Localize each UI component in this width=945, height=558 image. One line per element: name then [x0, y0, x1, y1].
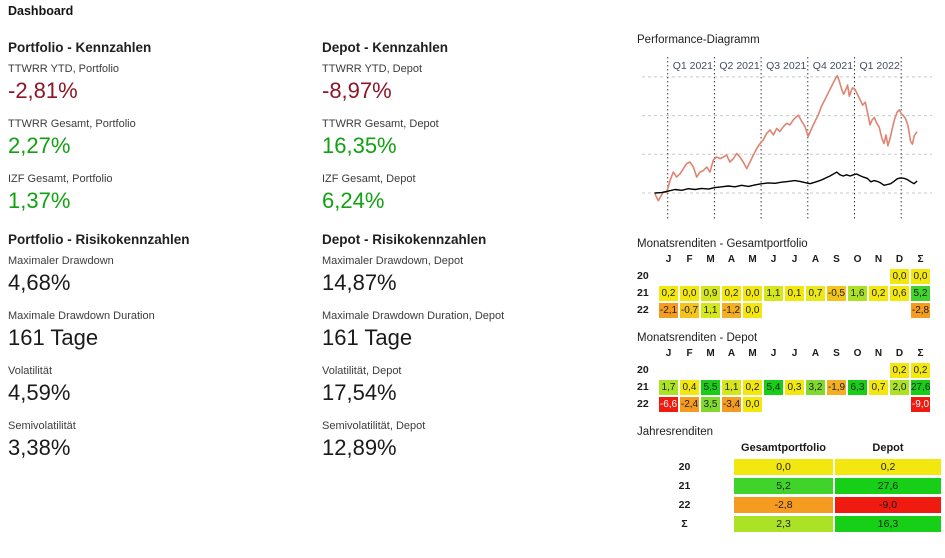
- kpi-label: TTWRR Gesamt, Portfolio: [8, 118, 136, 130]
- row-label: 20: [637, 364, 649, 376]
- monthly-return-cell: -0,5: [827, 288, 846, 299]
- monthly-return-cell: 0,0: [743, 397, 762, 412]
- month-column-header: N: [874, 254, 883, 265]
- monthly-return-cell: [827, 269, 846, 284]
- monthly-returns-depot-table: [637, 348, 943, 412]
- monthly-return-cell: -3,4: [722, 399, 741, 410]
- monthly-return-cell: [722, 269, 741, 284]
- monthly-return-cell: 1,1: [701, 303, 720, 318]
- monthly-return-cell: 3,2: [806, 380, 825, 395]
- month-column-header: A: [811, 348, 820, 359]
- monthly-return-cell: -9,0: [911, 399, 930, 410]
- kpi-section: [322, 232, 622, 461]
- month-column-header: O: [853, 254, 862, 265]
- kpi-label: TTWRR Gesamt, Depot: [322, 118, 439, 130]
- gesamtportfolio-series-line: [655, 172, 917, 193]
- annual-column-header: Gesamtportfolio: [741, 442, 826, 454]
- kpi-value: 161 Tage: [8, 325, 99, 350]
- annual-return-cell: 27,6: [835, 478, 941, 494]
- quarter-label: Q1 2021: [672, 60, 713, 72]
- monthly-return-cell: 0,0: [890, 269, 909, 284]
- monthly-return-cell: 0,0: [680, 286, 699, 301]
- annual-return-cell: 2,3: [734, 516, 833, 532]
- monthly-return-cell: 27,6: [911, 382, 931, 393]
- monthly-return-cell: [764, 303, 783, 318]
- kpi-label: Maximale Drawdown Duration: [8, 310, 155, 322]
- monthly-return-cell: 0,2: [659, 286, 678, 301]
- monthly-return-cell: [743, 363, 762, 378]
- kpi-value: -2,81%: [8, 78, 78, 103]
- month-column-header: D: [895, 254, 904, 265]
- monthly-return-cell: 0,2: [911, 363, 930, 378]
- month-column-header: J: [770, 348, 777, 359]
- annual-column-header: Depot: [872, 442, 904, 454]
- monthly-return-cell: 0,2: [722, 286, 741, 301]
- annual-returns-table: [637, 442, 943, 532]
- monthly-return-cell: [701, 269, 720, 284]
- annual-return-cell: 0,2: [835, 459, 941, 475]
- monthly-return-cell: -0,7: [680, 305, 699, 316]
- monthly-return-cell: [764, 269, 783, 284]
- annual-return-cell: -2,8: [734, 497, 833, 513]
- kpi-label: TTWRR YTD, Portfolio: [8, 63, 120, 75]
- monthly-return-cell: 0,2: [869, 286, 888, 301]
- kpi-value: 3,38%: [8, 435, 71, 460]
- kpi-value: 161 Tage: [322, 325, 413, 350]
- monthly-return-cell: 1,1: [722, 380, 741, 395]
- month-column-header: O: [853, 348, 862, 359]
- monthly-return-cell: 1,7: [659, 380, 678, 395]
- monthly-return-cell: [890, 303, 909, 318]
- monthly-return-cell: 0,4: [680, 380, 699, 395]
- table-corner: [637, 348, 657, 361]
- row-label: 21: [637, 381, 649, 393]
- kpi-label: Semivolatilität, Depot: [322, 420, 426, 432]
- monthly-return-cell: 0,7: [806, 286, 825, 301]
- monthly-return-cell: 0,2: [743, 380, 762, 395]
- kpi-label: Maximaler Drawdown: [8, 255, 114, 267]
- kpi-value: -8,97%: [322, 78, 392, 103]
- monthly-return-cell: 0,0: [743, 303, 762, 318]
- monthly-return-cell: [680, 363, 699, 378]
- kpi-value: 16,35%: [322, 133, 397, 158]
- quarter-label: Q2 2021: [719, 60, 760, 72]
- monthly-return-cell: [701, 363, 720, 378]
- row-label: Σ: [681, 518, 688, 530]
- portfolio-kpi-column: [8, 40, 308, 467]
- row-label: 20: [678, 461, 691, 473]
- monthly-return-cell: [848, 397, 867, 412]
- monthly-return-cell: 0,2: [890, 363, 909, 378]
- annual-returns-title: Jahresrenditen: [637, 426, 714, 438]
- month-column-header: F: [686, 254, 693, 265]
- month-column-header: D: [895, 348, 904, 359]
- monthly-return-cell: -1,9: [827, 382, 846, 393]
- monthly-return-cell: [869, 363, 888, 378]
- monthly-return-cell: 5,2: [911, 286, 930, 301]
- row-label: 22: [678, 499, 691, 511]
- annual-return-cell: 16,3: [835, 516, 941, 532]
- kpi-label: Volatilität, Depot: [322, 365, 402, 377]
- section-title: Portfolio - Risikokennzahlen: [8, 232, 190, 247]
- monthly-return-cell: 0,0: [743, 286, 762, 301]
- kpi-label: TTWRR YTD, Depot: [322, 63, 423, 75]
- month-column-header: S: [833, 348, 840, 359]
- kpi-value: 2,27%: [8, 133, 71, 158]
- monthly-return-cell: [722, 363, 741, 378]
- monthly-return-cell: [806, 269, 825, 284]
- monthly-return-cell: [764, 397, 783, 412]
- month-column-header: J: [665, 254, 672, 265]
- kpi-label: Volatilität: [8, 365, 53, 377]
- month-column-header: M: [706, 254, 715, 265]
- kpi-section: [8, 40, 308, 214]
- monthly-return-cell: [806, 303, 825, 318]
- monthly-return-cell: [743, 269, 762, 284]
- annual-return-cell: 0,0: [734, 459, 833, 475]
- month-column-header: M: [706, 348, 715, 359]
- section-title: Portfolio - Kennzahlen: [8, 40, 152, 55]
- performance-chart-title: Performance-Diagramm: [637, 34, 760, 46]
- monthly-return-cell: 0,9: [701, 286, 720, 301]
- monthly-return-cell: 1,6: [848, 286, 867, 301]
- month-column-header: N: [874, 348, 883, 359]
- monthly-return-cell: [848, 269, 867, 284]
- monthly-return-cell: [848, 303, 867, 318]
- monthly-return-cell: 1,1: [764, 286, 783, 301]
- section-title: Depot - Kennzahlen: [322, 40, 449, 55]
- monthly-return-cell: [827, 363, 846, 378]
- kpi-value: 12,89%: [322, 435, 397, 460]
- row-label: 20: [637, 270, 649, 282]
- monthly-return-cell: 0,3: [785, 380, 804, 395]
- monthly-return-cell: [785, 303, 804, 318]
- month-column-header: A: [727, 348, 736, 359]
- kpi-label: Maximale Drawdown Duration, Depot: [322, 310, 505, 322]
- monthly-return-cell: -2,4: [680, 399, 699, 410]
- monthly-return-cell: -2,1: [659, 305, 678, 316]
- kpi-value: 4,68%: [8, 270, 71, 295]
- kpi-section: [8, 232, 308, 461]
- monthly-return-cell: [680, 269, 699, 284]
- monthly-return-cell: [785, 363, 804, 378]
- monthly-portfolio-title: Monatsrenditen - Gesamtportfolio: [637, 238, 808, 250]
- charts-column: [637, 34, 943, 532]
- kpi-value: 17,54%: [322, 380, 397, 405]
- monthly-depot-title: Monatsrenditen - Depot: [637, 332, 758, 344]
- month-column-header: M: [748, 348, 757, 359]
- quarter-label: Q3 2021: [766, 60, 807, 72]
- month-column-header: S: [833, 254, 840, 265]
- depot-kpi-column: [322, 40, 622, 467]
- page-title: Dashboard: [8, 4, 74, 18]
- monthly-return-cell: [827, 397, 846, 412]
- month-column-header: J: [665, 348, 672, 359]
- kpi-value: 1,37%: [8, 188, 71, 213]
- kpi-label: Maximaler Drawdown, Depot: [322, 255, 464, 267]
- section-title: Depot - Risikokennzahlen: [322, 232, 487, 247]
- monthly-return-cell: -2,8: [911, 305, 930, 316]
- monthly-return-cell: [890, 397, 909, 412]
- monthly-return-cell: 3,5: [701, 397, 720, 412]
- kpi-value: 14,87%: [322, 270, 397, 295]
- monthly-return-cell: [869, 269, 888, 284]
- row-label: 21: [678, 480, 691, 492]
- month-column-header: A: [811, 254, 820, 265]
- quarter-label: Q1 2022: [859, 60, 900, 72]
- month-column-header: M: [748, 254, 757, 265]
- kpi-value: 4,59%: [8, 380, 71, 405]
- month-column-header: Σ: [917, 348, 924, 359]
- table-corner: [637, 254, 657, 267]
- monthly-return-cell: -1,2: [722, 305, 741, 316]
- kpi-label: IZF Gesamt, Depot: [322, 173, 416, 185]
- month-column-header: A: [727, 254, 736, 265]
- month-column-header: J: [770, 254, 777, 265]
- monthly-return-cell: 0,1: [785, 286, 804, 301]
- monthly-return-cell: 0,0: [911, 269, 930, 284]
- monthly-return-cell: [827, 303, 846, 318]
- month-column-header: F: [686, 348, 693, 359]
- kpi-section: [322, 40, 622, 214]
- month-column-header: J: [791, 254, 798, 265]
- annual-return-cell: -9,0: [835, 497, 941, 513]
- monthly-return-cell: 5,5: [701, 380, 720, 395]
- row-label: 21: [637, 287, 649, 299]
- monthly-return-cell: [806, 397, 825, 412]
- kpi-label: Semivolatilität: [8, 420, 76, 432]
- monthly-return-cell: [764, 363, 783, 378]
- table-corner: [637, 442, 732, 455]
- monthly-return-cell: [785, 269, 804, 284]
- annual-return-cell: 5,2: [734, 478, 833, 494]
- quarter-label: Q4 2021: [812, 60, 854, 72]
- monthly-returns-portfolio-table: [637, 254, 943, 318]
- monthly-return-cell: -6,6: [659, 399, 678, 410]
- row-label: 22: [637, 304, 649, 316]
- monthly-return-cell: 0,6: [890, 286, 909, 301]
- monthly-return-cell: [785, 397, 804, 412]
- monthly-return-cell: [659, 269, 678, 284]
- kpi-label: IZF Gesamt, Portfolio: [8, 173, 113, 185]
- month-column-header: J: [791, 348, 798, 359]
- monthly-return-cell: 2,0: [890, 380, 909, 395]
- monthly-return-cell: 0,7: [869, 380, 888, 395]
- row-label: 22: [637, 398, 649, 410]
- monthly-return-cell: 5,4: [764, 380, 783, 395]
- kpi-value: 6,24%: [322, 188, 385, 213]
- monthly-return-cell: [869, 303, 888, 318]
- monthly-return-cell: [659, 363, 678, 378]
- monthly-return-cell: [848, 363, 867, 378]
- performance-chart: [637, 49, 937, 227]
- monthly-return-cell: [806, 363, 825, 378]
- monthly-return-cell: [869, 397, 888, 412]
- monthly-return-cell: 6,3: [848, 380, 867, 395]
- month-column-header: Σ: [917, 254, 924, 265]
